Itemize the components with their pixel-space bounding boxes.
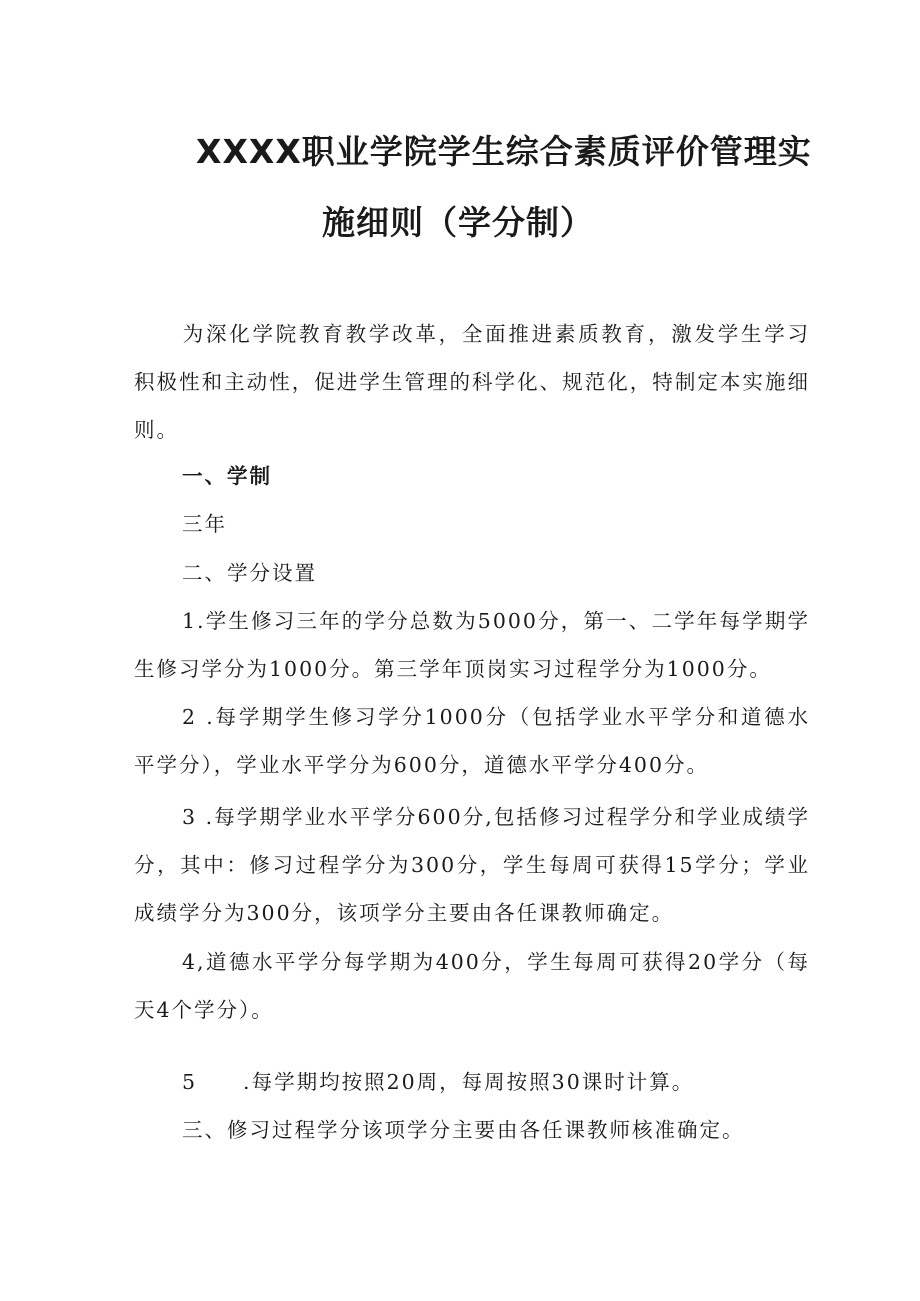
item-5-paragraph: [182, 1058, 694, 1106]
section-2-heading: 二、学分设置: [182, 561, 317, 585]
document-title-line-1: XXXX职业学院学生综合素质评价管理实: [196, 132, 812, 171]
item-1-paragraph: [134, 597, 810, 693]
item-4-text: 4,道德水平学分每学期为400分，学生每周可获得20学分（每天4个学分）。: [134, 950, 810, 1022]
item-5-text: .每学期均按照20周，每周按照30课时计算。: [243, 1070, 695, 1094]
intro-text: 为深化学院教育教学改革，全面推进素质教育，激发学生学习积极性和主动性，促进学生管理的科学化、规范化，特制定本实施细则。: [134, 322, 810, 442]
document-title-line-2: 施细则（学分制）: [322, 203, 594, 242]
section-1-body: 三年: [182, 512, 227, 536]
item-2-paragraph: [134, 693, 810, 789]
item-3-text: 3 .每学期学业水平学分600分,包括修习过程学分和学业成绩学分，其中：修习过程学分为300分，学生每周可获得15学分；学业成绩学分为300分，该项学分主要由各任课教师确定。: [134, 805, 810, 925]
section-1-heading: 一、学制: [182, 464, 272, 488]
item-3-paragraph: [134, 793, 810, 937]
intro-paragraph: [134, 310, 810, 454]
item-1-text: 1.学生修习三年的学分总数为5000分，第一、二学年每学期学生修习学分为1000分。第三学年顶岗实习过程学分为1000分。: [134, 609, 810, 681]
item-5-number: 5: [182, 1070, 198, 1094]
item-2-text: 2 .每学期学生修习学分1000分（包括学业水平学分和道德水平学分），学业水平学分为600分，道德水平学分400分。: [134, 705, 810, 777]
item-4-paragraph: [134, 938, 810, 1034]
section-3-paragraph: 三、修习过程学分该项学分主要由各任课教师核准确定。: [182, 1118, 745, 1142]
